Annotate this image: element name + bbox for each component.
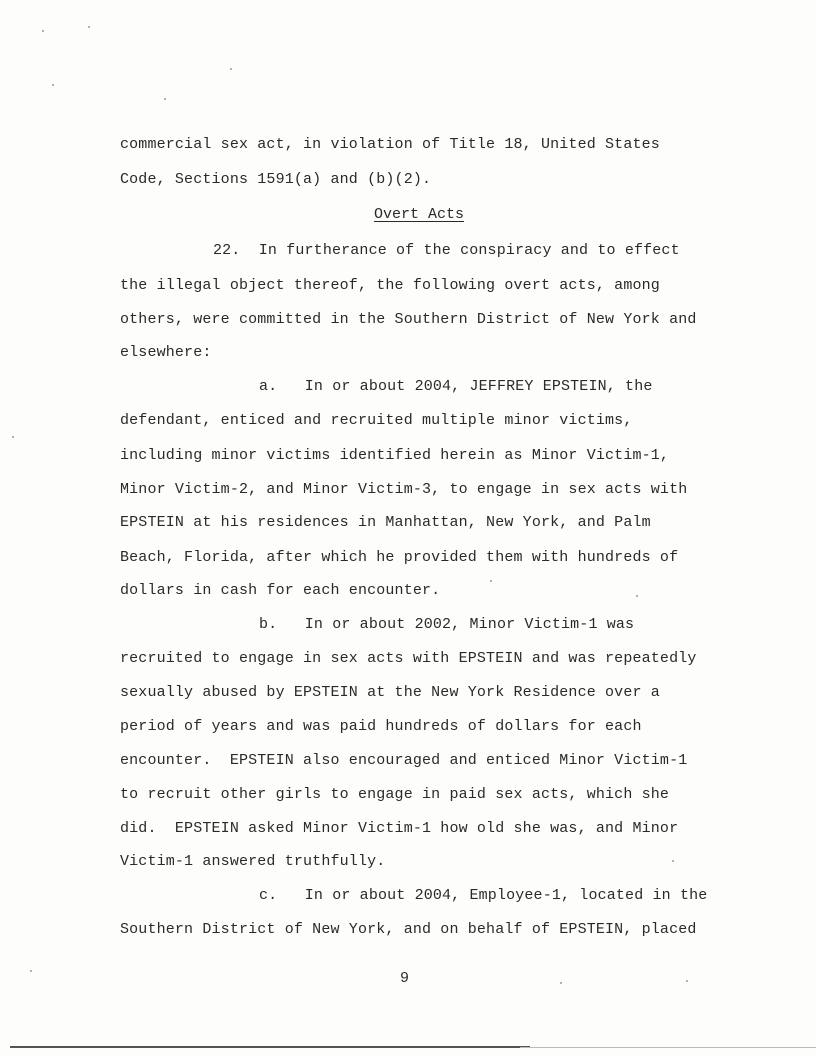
scan-speck [52, 84, 54, 86]
text-line: c. In or about 2004, Employee-1, located in the [259, 887, 708, 904]
text-line: Minor Victim-2, and Minor Victim-3, to engage in sex acts with [120, 481, 688, 498]
text-line: elsewhere: [120, 344, 212, 361]
text-line: EPSTEIN at his residences in Manhattan, New York, and Palm [120, 514, 651, 531]
text-line: dollars in cash for each encounter. [120, 582, 441, 599]
scan-speck [636, 595, 638, 597]
text-line: the illegal object thereof, the following overt acts, among [120, 277, 660, 294]
text-line: 22. In furtherance of the conspiracy and to effect [213, 242, 680, 259]
text-line: Victim-1 answered truthfully. [120, 853, 386, 870]
scan-speck [672, 860, 674, 862]
text-line: Southern District of New York, and on behalf of EPSTEIN, placed [120, 921, 697, 938]
page-number: 9 [400, 970, 410, 987]
text-line: Code, Sections 1591(a) and (b)(2). [120, 171, 432, 188]
scan-speck [30, 970, 32, 972]
scan-speck [560, 982, 562, 984]
scan-speck [88, 26, 90, 28]
scan-speck [42, 30, 44, 32]
footer-rule [10, 1046, 530, 1048]
text-line: b. In or about 2002, Minor Victim-1 was [259, 616, 635, 633]
text-line: commercial sex act, in violation of Title 18, United States [120, 136, 660, 153]
section-heading: Overt Acts [374, 206, 465, 223]
scan-speck [230, 68, 232, 70]
footer-rule-faint [520, 1047, 816, 1048]
scan-speck [490, 580, 492, 582]
text-line: recruited to engage in sex acts with EPSTEIN and was repeatedly [120, 650, 697, 667]
text-line: a. In or about 2004, JEFFREY EPSTEIN, the [259, 378, 653, 395]
text-line: including minor victims identified herein as Minor Victim-1, [120, 447, 670, 464]
scan-speck [164, 98, 166, 100]
text-line: others, were committed in the Southern District of New York and [120, 311, 697, 328]
text-line: period of years and was paid hundreds of dollars for each [120, 718, 642, 735]
scan-speck [686, 980, 688, 982]
text-line: sexually abused by EPSTEIN at the New York Residence over a [120, 684, 660, 701]
text-line: to recruit other girls to engage in paid sex acts, which she [120, 786, 670, 803]
text-line: encounter. EPSTEIN also encouraged and enticed Minor Victim-1 [120, 752, 688, 769]
text-line: Beach, Florida, after which he provided them with hundreds of [120, 549, 679, 566]
text-line: did. EPSTEIN asked Minor Victim-1 how old she was, and Minor [120, 820, 679, 837]
text-line: defendant, enticed and recruited multiple minor victims, [120, 412, 633, 429]
scan-speck [12, 436, 14, 438]
